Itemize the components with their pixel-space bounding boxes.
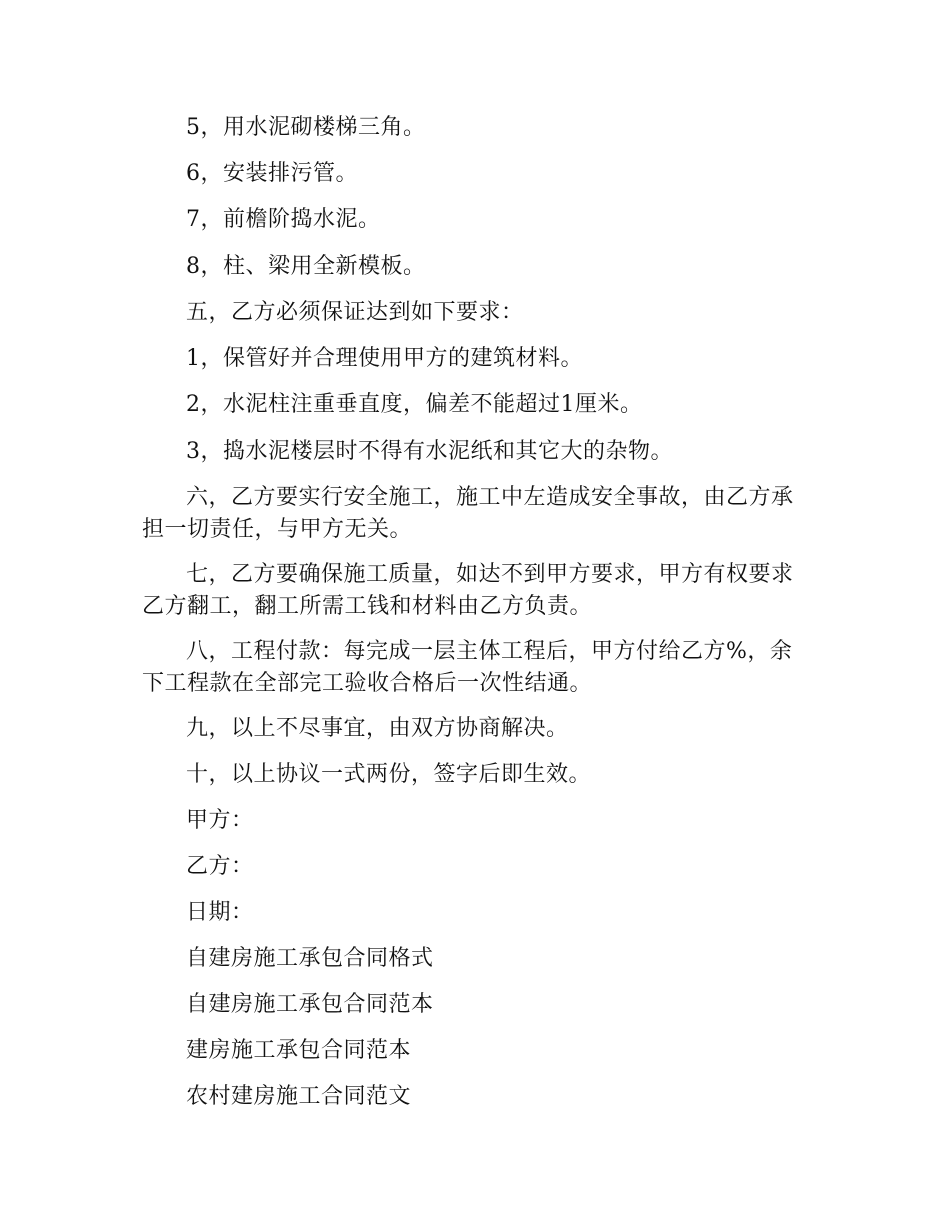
- related-title-1: 自建房施工承包合同格式: [186, 946, 434, 971]
- section-9-negotiation: 九，以上不尽事宜，由双方协商解决。: [186, 716, 569, 741]
- section-10-effect: 十，以上协议一式两份，签字后即生效。: [186, 762, 592, 787]
- requirement-3: 3，捣水泥楼层时不得有水泥纸和其它大的杂物。: [186, 439, 673, 464]
- requirement-2: 2，水泥柱注重垂直度，偏差不能超过1厘米。: [186, 392, 643, 417]
- clause-6-drain-pipe: 6，安装排污管。: [186, 161, 358, 186]
- section-8-payment: 八，工程付款：每完成一层主体工程后，甲方付给乙方%，余下工程款在全部完工验收合格后一次性结通。: [142, 639, 793, 696]
- signature-party-a: 甲方：: [186, 808, 254, 833]
- related-title-4: 农村建房施工合同范文: [186, 1084, 412, 1109]
- related-title-2: 自建房施工承包合同范本: [186, 992, 434, 1017]
- clause-8-formwork: 8，柱、梁用全新模板。: [186, 254, 426, 279]
- section-5-requirements: 五，乙方必须保证达到如下要求：: [186, 300, 524, 325]
- signature-party-b: 乙方：: [186, 854, 254, 879]
- related-title-3: 建房施工承包合同范本: [186, 1038, 412, 1063]
- section-7-quality: 七，乙方要确保施工质量，如达不到甲方要求，甲方有权要求乙方翻工，翻工所需工钱和材料由乙方负责。: [142, 562, 794, 619]
- clause-7-front-steps: 7，前檐阶捣水泥。: [186, 207, 381, 232]
- clause-5-masonry: 5，用水泥砌楼梯三角。: [186, 115, 426, 140]
- section-6-safety: 六，乙方要实行安全施工，施工中左造成安全事故，由乙方承担一切责任，与甲方无关。: [142, 485, 794, 542]
- requirement-1: 1，保管好并合理使用甲方的建筑材料。: [186, 346, 583, 371]
- signature-date: 日期：: [186, 900, 254, 925]
